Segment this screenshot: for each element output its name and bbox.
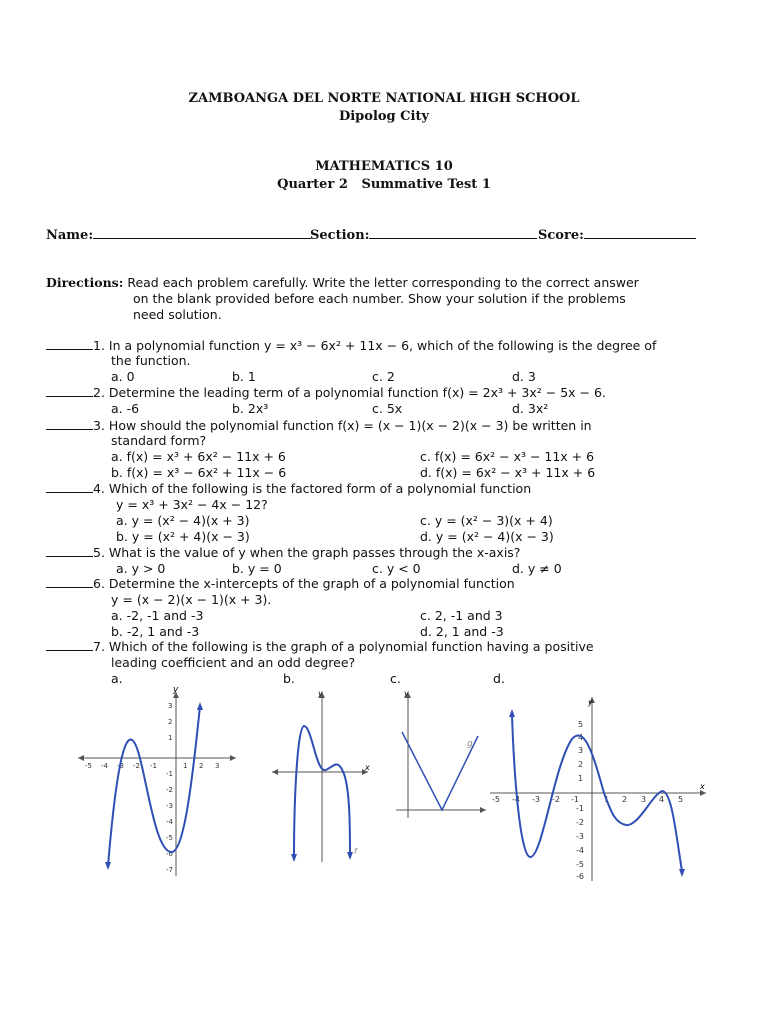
q3-option-a: a. f(x) = x³ + 6x² − 11x + 6 (111, 449, 286, 464)
graph-d-xtick: -3 (532, 795, 540, 804)
q3-option-d: d. f(x) = 6x² − x³ + 11x + 6 (420, 465, 596, 480)
q1-option-c: c. 2 (372, 369, 395, 384)
answer-blank-3[interactable] (46, 419, 93, 430)
graph-d-ytick: -6 (576, 872, 584, 881)
graph-d-ytick: 1 (578, 774, 584, 783)
graph-d-ytick: -5 (576, 860, 584, 869)
question-3-text: How should the polynomial function f(x) = (x − 1)(x − 2)(x − 3) be written in (108, 418, 592, 433)
graph-d-xtick: 1 (604, 795, 610, 804)
q6-option-b: b. -2, 1 and -3 (111, 624, 200, 639)
graph-d-ytick: -4 (576, 846, 584, 855)
section-label: Section: (310, 228, 370, 243)
section-field[interactable] (310, 228, 537, 243)
question-1: 1. In a polynomial function y = x³ − 6x² + 11x − 6, which of the following is the degree of (46, 338, 656, 353)
q2-option-d: d. 3x² (512, 401, 549, 416)
graph-d-ytick: -2 (576, 818, 584, 827)
question-4-text: Which of the following is the factored form of a polynomial function (108, 481, 532, 496)
q1-option-d: d. 3 (512, 369, 536, 384)
graph-a-xtick: -3 (117, 762, 124, 770)
q1-option-b: b. 1 (232, 369, 256, 384)
question-6-cont: y = (x − 2)(x − 1)(x + 3). (111, 592, 272, 607)
graph-a-ytick: -3 (166, 802, 173, 810)
answer-blank-4[interactable] (46, 482, 93, 493)
q2-option-b: b. 2x³ (232, 401, 269, 416)
graph-a-xtick: 2 (199, 762, 204, 770)
answer-blank-1[interactable] (46, 339, 93, 350)
q4-option-d: d. y = (x² − 4)(x − 3) (420, 529, 554, 544)
question-1-text: In a polynomial function y = x³ − 6x² + 11x − 6, which of the following is the degree of (108, 338, 657, 353)
directions-line-1: Read each problem carefully. Write the letter corresponding to the correct answer (127, 275, 639, 290)
graph-a-ytick: -6 (166, 850, 173, 858)
graph-d-xtick: -4 (512, 795, 520, 804)
question-7-text: Which of the following is the graph of a polynomial function having a positive (108, 639, 594, 654)
q5-option-b: b. y = 0 (232, 561, 282, 576)
question-6: 6. Determine the x-intercepts of the graph of a polynomial function (46, 576, 515, 591)
city-name: Dipolog City (338, 109, 430, 124)
directions-line-3: need solution. (133, 307, 222, 322)
graph-d-x-label: x (700, 782, 705, 791)
graph-a-ytick: -4 (166, 818, 173, 826)
graph-b[interactable] (268, 690, 373, 865)
directions-line-2: on the blank provided before each number. Show your solution if the problems (133, 291, 626, 306)
graph-a-ytick: 2 (168, 718, 173, 726)
graph-a[interactable] (72, 684, 242, 879)
score-label: Score: (538, 228, 584, 243)
q2-option-a: a. -6 (111, 401, 140, 416)
graph-d-ytick: 3 (578, 746, 584, 755)
graph-c-curve-label: g (467, 739, 473, 749)
graph-a-xtick: 3 (215, 762, 220, 770)
q1-option-a: a. 0 (111, 369, 135, 384)
graph-a-xtick: 1 (183, 762, 188, 770)
q7-option-b: b. (283, 671, 295, 686)
name-field[interactable] (46, 228, 311, 243)
answer-blank-5[interactable] (46, 546, 93, 557)
question-2-text: Determine the leading term of a polynomial function f(x) = 2x³ + 3x² − 5x − 6. (108, 385, 606, 400)
graph-b-x-label: x (365, 763, 370, 772)
graph-a-ytick: -2 (166, 786, 173, 794)
q4-option-c: c. y = (x² − 3)(x + 4) (420, 513, 553, 528)
q5-option-c: c. y < 0 (372, 561, 421, 576)
graph-c[interactable] (394, 690, 489, 820)
graph-a-xtick: -4 (101, 762, 108, 770)
q4-option-a: a. y = (x² − 4)(x + 3) (116, 513, 250, 528)
question-7-cont: leading coefficient and an odd degree? (111, 655, 356, 670)
graph-a-curve (108, 706, 200, 866)
graph-d-xtick: 4 (659, 795, 665, 804)
directions-label: Directions: (46, 275, 124, 290)
test-title: Quarter 2 Summative Test 1 (277, 177, 491, 192)
q5-option-d: d. y ≠ 0 (512, 561, 562, 576)
graph-a-ytick: -1 (166, 770, 173, 778)
graph-d-y-label: y (588, 698, 593, 707)
graph-d-ytick: -3 (576, 832, 584, 841)
answer-blank-2[interactable] (46, 386, 93, 397)
question-6-text: Determine the x-intercepts of the graph of a polynomial function (108, 576, 515, 591)
graph-d-ytick: 2 (578, 760, 584, 769)
name-label: Name: (46, 228, 94, 243)
graph-b-y-label: y (318, 690, 323, 698)
graph-a-y-label: y (173, 685, 179, 695)
question-4: 4. Which of the following is the factored form of a polynomial function (46, 481, 531, 496)
graph-d-xtick: 5 (678, 795, 684, 804)
graph-d-xtick: 2 (622, 795, 628, 804)
subject-title: MATHEMATICS 10 (315, 159, 453, 174)
q3-option-b: b. f(x) = x³ − 6x² + 11x − 6 (111, 465, 287, 480)
graph-d-xtick: -2 (552, 795, 560, 804)
question-3-cont: standard form? (111, 433, 207, 448)
graph-a-xtick: -1 (150, 762, 157, 770)
graph-a-xtick: -5 (85, 762, 92, 770)
graph-d[interactable] (486, 695, 711, 885)
graph-a-ytick: -5 (166, 834, 173, 842)
graph-a-ytick: -7 (166, 866, 173, 874)
graph-c-y-label: y (404, 690, 409, 698)
question-4-cont: y = x³ + 3x² − 4x − 12? (116, 497, 268, 512)
q6-option-d: d. 2, 1 and -3 (420, 624, 504, 639)
q7-option-a: a. (111, 671, 123, 686)
q6-option-c: c. 2, -1 and 3 (420, 608, 503, 623)
question-5-text: What is the value of y when the graph passes through the x-axis? (108, 545, 521, 560)
answer-blank-7[interactable] (46, 640, 93, 651)
question-5: 5. What is the value of y when the graph passes through the x-axis? (46, 545, 520, 560)
q7-option-d: d. (493, 671, 505, 686)
question-2: 2. Determine the leading term of a polynomial function f(x) = 2x³ + 3x² − 5x − 6. (46, 385, 606, 400)
question-1-cont: the function. (111, 353, 191, 368)
graph-d-ytick: -1 (576, 804, 584, 813)
graph-d-ytick: 5 (578, 720, 584, 729)
graph-d-xtick: -5 (492, 795, 500, 804)
graph-d-xtick: 3 (641, 795, 647, 804)
q3-option-c: c. f(x) = 6x² − x³ − 11x + 6 (420, 449, 595, 464)
question-3: 3. How should the polynomial function f(x) = (x − 1)(x − 2)(x − 3) be written in (46, 418, 592, 433)
score-field[interactable] (538, 228, 696, 243)
q2-option-c: c. 5x (372, 401, 403, 416)
graph-d-ytick: 4 (578, 733, 584, 742)
graph-b-curve-label: f (354, 847, 357, 856)
q7-option-c: c. (390, 671, 401, 686)
graph-a-xtick: -2 (133, 762, 140, 770)
q6-option-a: a. -2, -1 and -3 (111, 608, 204, 623)
graph-a-ytick: 1 (168, 734, 173, 742)
q4-option-b: b. y = (x² + 4)(x − 3) (116, 529, 250, 544)
answer-blank-6[interactable] (46, 577, 93, 588)
graph-a-ytick: 3 (168, 702, 173, 710)
graph-d-xtick: -1 (571, 795, 579, 804)
directions (46, 275, 639, 290)
school-name: ZAMBOANGA DEL NORTE NATIONAL HIGH SCHOOL (188, 91, 580, 106)
q5-option-a: a. y > 0 (116, 561, 166, 576)
question-7: 7. Which of the following is the graph of a polynomial function having a positive (46, 639, 594, 654)
